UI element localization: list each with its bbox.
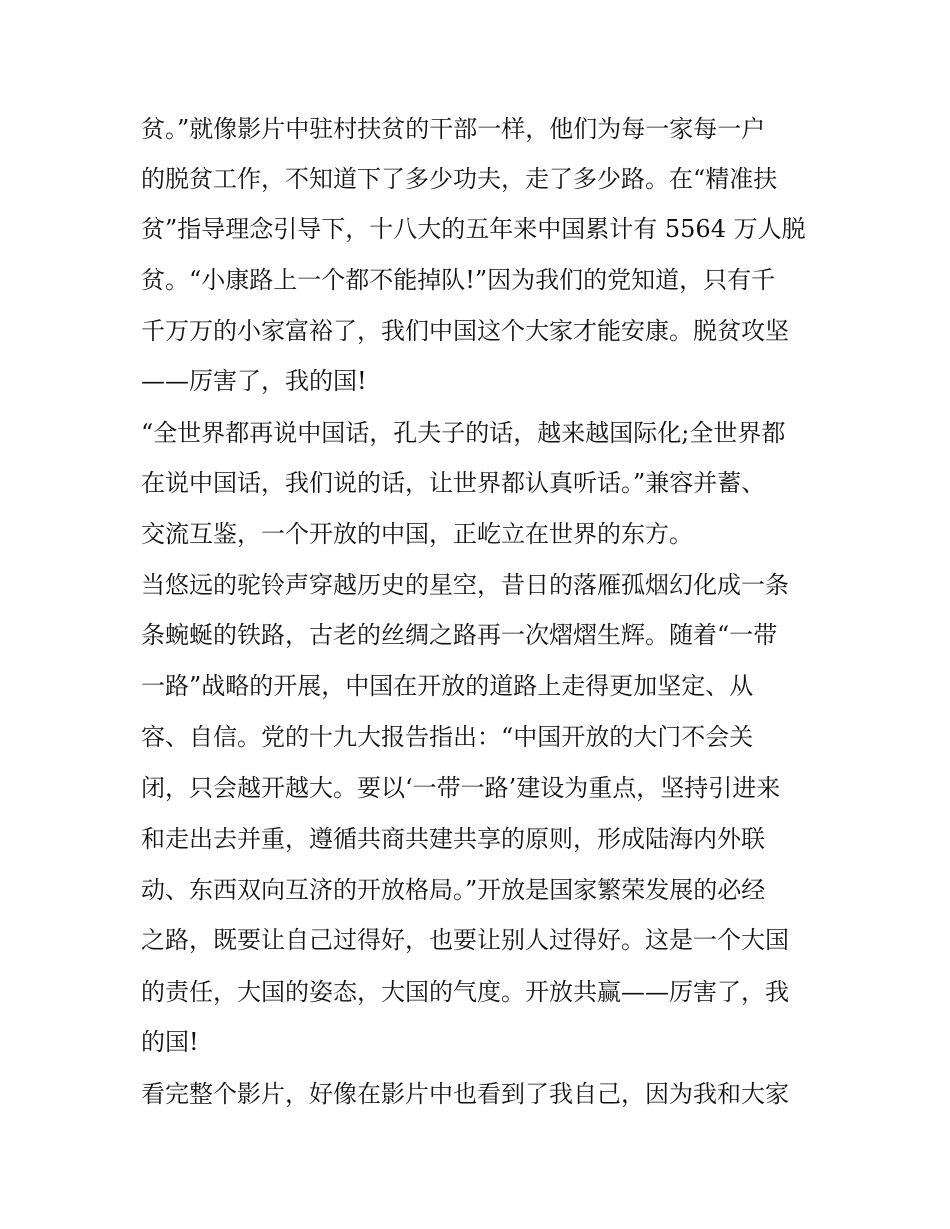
text-line: 贫。”就像影片中驻村扶贫的干部一样，他们为每一家每一户 <box>141 115 766 143</box>
text-line: 的责任，大国的姿态，大国的气度。开放共赢——厉害了，我 <box>141 978 789 1006</box>
text-line: 千万万的小家富裕了，我们中国这个大家才能安康。脱贫攻坚 <box>141 317 789 345</box>
text-line: “全世界都再说中国话，孔夫子的话，越来越国际化;全世界都 <box>141 419 786 447</box>
text-line: 动、东西双向互济的开放格局。”开放是国家繁荣发展的必经 <box>141 876 766 904</box>
text-line: 容、自信。党的十九大报告指出：“中国开放的大门不会关 <box>141 723 754 751</box>
text-line: 条蜿蜒的铁路，古老的丝绸之路再一次熠熠生辉。随着“一带 <box>141 621 778 649</box>
text-line: 在说中国话，我们说的话，让世界都认真听话。”兼容并蓄、 <box>141 469 766 497</box>
text-line: 的国! <box>141 1028 199 1056</box>
text-line: 看完整个影片，好像在影片中也看到了我自己，因为我和大家 <box>141 1080 789 1108</box>
text-line: 当悠远的驼铃声穿越历史的星空，昔日的落雁孤烟幻化成一条 <box>141 571 789 599</box>
text-line: 一路”战略的开展，中国在开放的道路上走得更加坚定、从 <box>141 672 754 700</box>
text-line: 闭，只会越开越大。要以‘一带一路’建设为重点，坚持引进来 <box>141 774 781 802</box>
text-line: 的脱贫工作，不知道下了多少功夫，走了多少路。在“精准扶 <box>141 165 778 193</box>
text-line: 贫”指导理念引导下，十八大的五年来中国累计有 5564 万人脱 <box>141 215 806 243</box>
text-line: 之路，既要让自己过得好，也要让别人过得好。这是一个大国 <box>141 926 789 954</box>
text-line: ——厉害了，我的国! <box>141 367 367 395</box>
text-line: 贫。“小康路上一个都不能掉队!”因为我们的党知道，只有千 <box>141 266 776 294</box>
text-line: 交流互鉴，一个开放的中国，正屹立在世界的东方。 <box>141 520 693 548</box>
text-line: 和走出去并重，遵循共商共建共享的原则，形成陆海内外联 <box>141 825 765 853</box>
